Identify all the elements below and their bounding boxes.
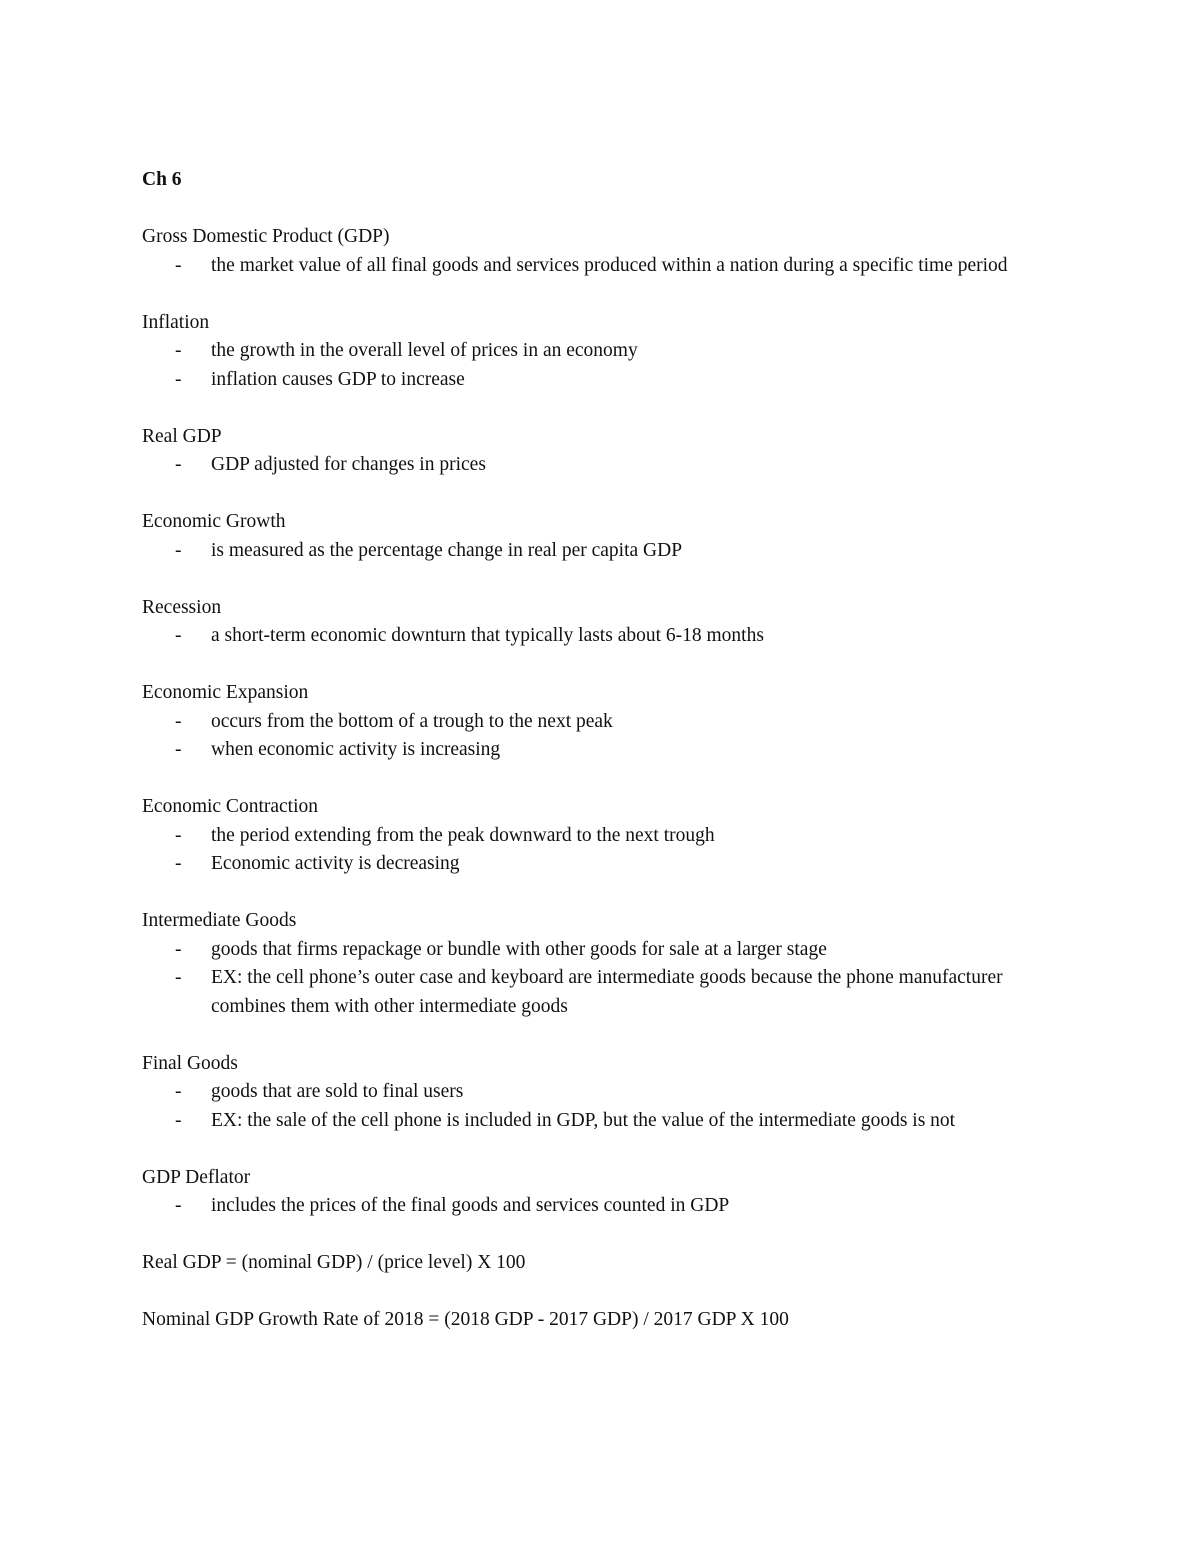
formula-real-gdp: Real GDP = (nominal GDP) / (price level) X 100 bbox=[142, 1252, 526, 1273]
bullet-dash: - bbox=[175, 1081, 182, 1102]
bullet-item bbox=[142, 1192, 1062, 1221]
bullet-dash: - bbox=[175, 967, 182, 988]
bullet-dash: - bbox=[175, 340, 182, 361]
bullet-item bbox=[142, 537, 1062, 566]
bullet-list bbox=[142, 936, 1062, 1022]
section-intermediate-goods bbox=[142, 907, 1062, 1021]
bullet-text: is measured as the percentage change in real per capita GDP bbox=[211, 539, 683, 561]
section-economic-expansion bbox=[142, 679, 1062, 765]
bullet-text: goods that firms repackage or bundle with other goods for sale at a larger stage bbox=[211, 938, 827, 960]
bullet-dash: - bbox=[175, 625, 182, 646]
bullet-dash: - bbox=[175, 1195, 182, 1216]
bullet-item bbox=[142, 1078, 1062, 1107]
bullet-item bbox=[142, 337, 1062, 366]
document-body bbox=[142, 166, 1062, 1335]
bullet-text: the market value of all final goods and services produced within a nation during a specific time period bbox=[211, 254, 1008, 276]
bullet-item bbox=[142, 252, 1062, 281]
bullet-dash: - bbox=[175, 454, 182, 475]
bullet-text: when economic activity is increasing bbox=[211, 739, 501, 760]
term-title: Economic Expansion bbox=[142, 682, 309, 703]
term-title: Intermediate Goods bbox=[142, 910, 297, 931]
chapter-heading: Ch 6 bbox=[142, 169, 182, 190]
bullet-item bbox=[142, 850, 1062, 879]
bullet-text: includes the prices of the final goods and services counted in GDP bbox=[211, 1195, 730, 1216]
bullet-text: inflation causes GDP to increase bbox=[211, 368, 465, 390]
formula-nominal-growth-rate: Nominal GDP Growth Rate of 2018 = (2018 GDP - 2017 GDP) / 2017 GDP X 100 bbox=[142, 1309, 789, 1330]
section-recession bbox=[142, 594, 1062, 651]
bullet-dash: - bbox=[175, 853, 182, 874]
bullet-item bbox=[142, 366, 1062, 395]
section-gdp-deflator bbox=[142, 1164, 1062, 1221]
term-title: Recession bbox=[142, 596, 222, 618]
bullet-item bbox=[142, 1107, 1062, 1136]
bullet-text: EX: the cell phone’s outer case and keyboard are intermediate goods because the phone manufacturer combines them with other intermediate goods bbox=[211, 967, 1003, 1017]
bullet-text: EX: the sale of the cell phone is included in GDP, but the value of the intermediate goods is not bbox=[211, 1109, 956, 1131]
bullet-dash: - bbox=[175, 938, 182, 960]
bullet-text: Economic activity is decreasing bbox=[211, 853, 460, 874]
bullet-item bbox=[142, 622, 1062, 651]
term-title: Real GDP bbox=[142, 425, 222, 447]
bullet-list bbox=[142, 822, 1062, 879]
bullet-dash: - bbox=[175, 539, 182, 561]
bullet-list bbox=[142, 252, 1062, 281]
bullet-list bbox=[142, 337, 1062, 394]
bullet-item bbox=[142, 822, 1062, 851]
bullet-dash: - bbox=[175, 368, 182, 390]
section-economic-contraction bbox=[142, 793, 1062, 879]
section-gdp bbox=[142, 223, 1062, 280]
section-inflation bbox=[142, 309, 1062, 395]
bullet-dash: - bbox=[175, 1109, 182, 1131]
term-title: Final Goods bbox=[142, 1052, 238, 1074]
bullet-text: the growth in the overall level of prices in an economy bbox=[211, 340, 638, 361]
term-title: GDP Deflator bbox=[142, 1166, 251, 1188]
bullet-dash: - bbox=[175, 710, 182, 732]
term-title: Economic Growth bbox=[142, 511, 286, 532]
bullet-text: occurs from the bottom of a trough to the next peak bbox=[211, 710, 613, 732]
section-real-gdp bbox=[142, 423, 1062, 480]
bullet-list bbox=[142, 1192, 1062, 1221]
bullet-text: goods that are sold to final users bbox=[211, 1081, 464, 1102]
bullet-item bbox=[142, 736, 1062, 765]
section-final-goods bbox=[142, 1050, 1062, 1136]
bullet-dash: - bbox=[175, 739, 182, 760]
bullet-list bbox=[142, 1078, 1062, 1135]
section-economic-growth bbox=[142, 508, 1062, 565]
bullet-text: the period extending from the peak downward to the next trough bbox=[211, 824, 715, 846]
formula-growth-rate-block bbox=[142, 1306, 1062, 1335]
bullet-text: GDP adjusted for changes in prices bbox=[211, 454, 486, 475]
bullet-list bbox=[142, 622, 1062, 651]
bullet-list bbox=[142, 708, 1062, 765]
term-title: Gross Domestic Product (GDP) bbox=[142, 226, 390, 247]
term-title: Economic Contraction bbox=[142, 796, 318, 817]
bullet-item bbox=[142, 964, 1062, 1021]
bullet-item bbox=[142, 936, 1062, 965]
bullet-list bbox=[142, 537, 1062, 566]
term-title: Inflation bbox=[142, 311, 210, 333]
formula-real-gdp-block bbox=[142, 1249, 1062, 1278]
bullet-list bbox=[142, 451, 1062, 480]
bullet-item bbox=[142, 708, 1062, 737]
bullet-dash: - bbox=[175, 254, 182, 276]
bullet-dash: - bbox=[175, 824, 182, 846]
bullet-item bbox=[142, 451, 1062, 480]
bullet-text: a short-term economic downturn that typically lasts about 6-18 months bbox=[211, 625, 764, 646]
